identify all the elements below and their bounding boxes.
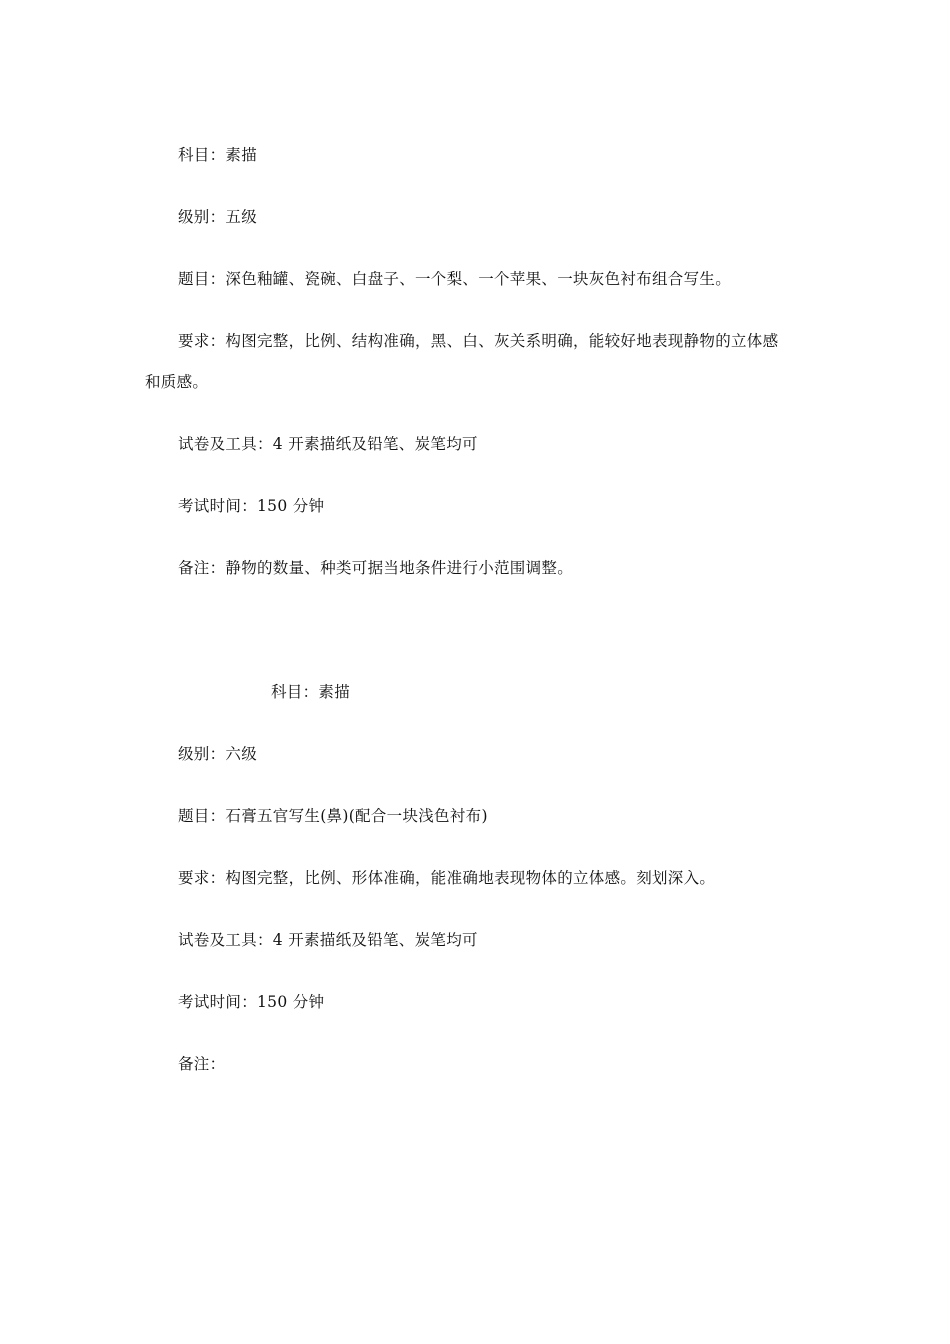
subject-line: 科目：素描: [271, 683, 351, 701]
subject-line: 科目：素描: [178, 146, 258, 164]
note-line: 备注：静物的数量、种类可据当地条件进行小范围调整。: [178, 559, 574, 577]
tools-line: 试卷及工具：4 开素描纸及铅笔、炭笔均可: [178, 931, 478, 949]
exam-time-line: 考试时间：150 分钟: [178, 497, 325, 515]
note-line: 备注：: [178, 1055, 226, 1073]
topic-line: 题目：深色釉罐、瓷碗、白盘子、一个梨、一个苹果、一块灰色衬布组合写生。: [178, 270, 732, 288]
level-line: 级别：五级: [178, 208, 258, 226]
requirement-line: 要求：构图完整，比例、形体准确，能准确地表现物体的立体感。刻划深入。: [178, 869, 716, 887]
requirement-line: 要求：构图完整，比例、结构准确，黑、白、灰关系明确，能较好地表现静物的立体感: [178, 332, 779, 350]
requirement-continuation-line: 和质感。: [145, 373, 209, 391]
tools-line: 试卷及工具：4 开素描纸及铅笔、炭笔均可: [178, 435, 478, 453]
topic-line: 题目：石膏五官写生(鼻)(配合一块浅色衬布): [178, 807, 488, 825]
level-line: 级别：六级: [178, 745, 258, 763]
exam-time-line: 考试时间：150 分钟: [178, 993, 325, 1011]
